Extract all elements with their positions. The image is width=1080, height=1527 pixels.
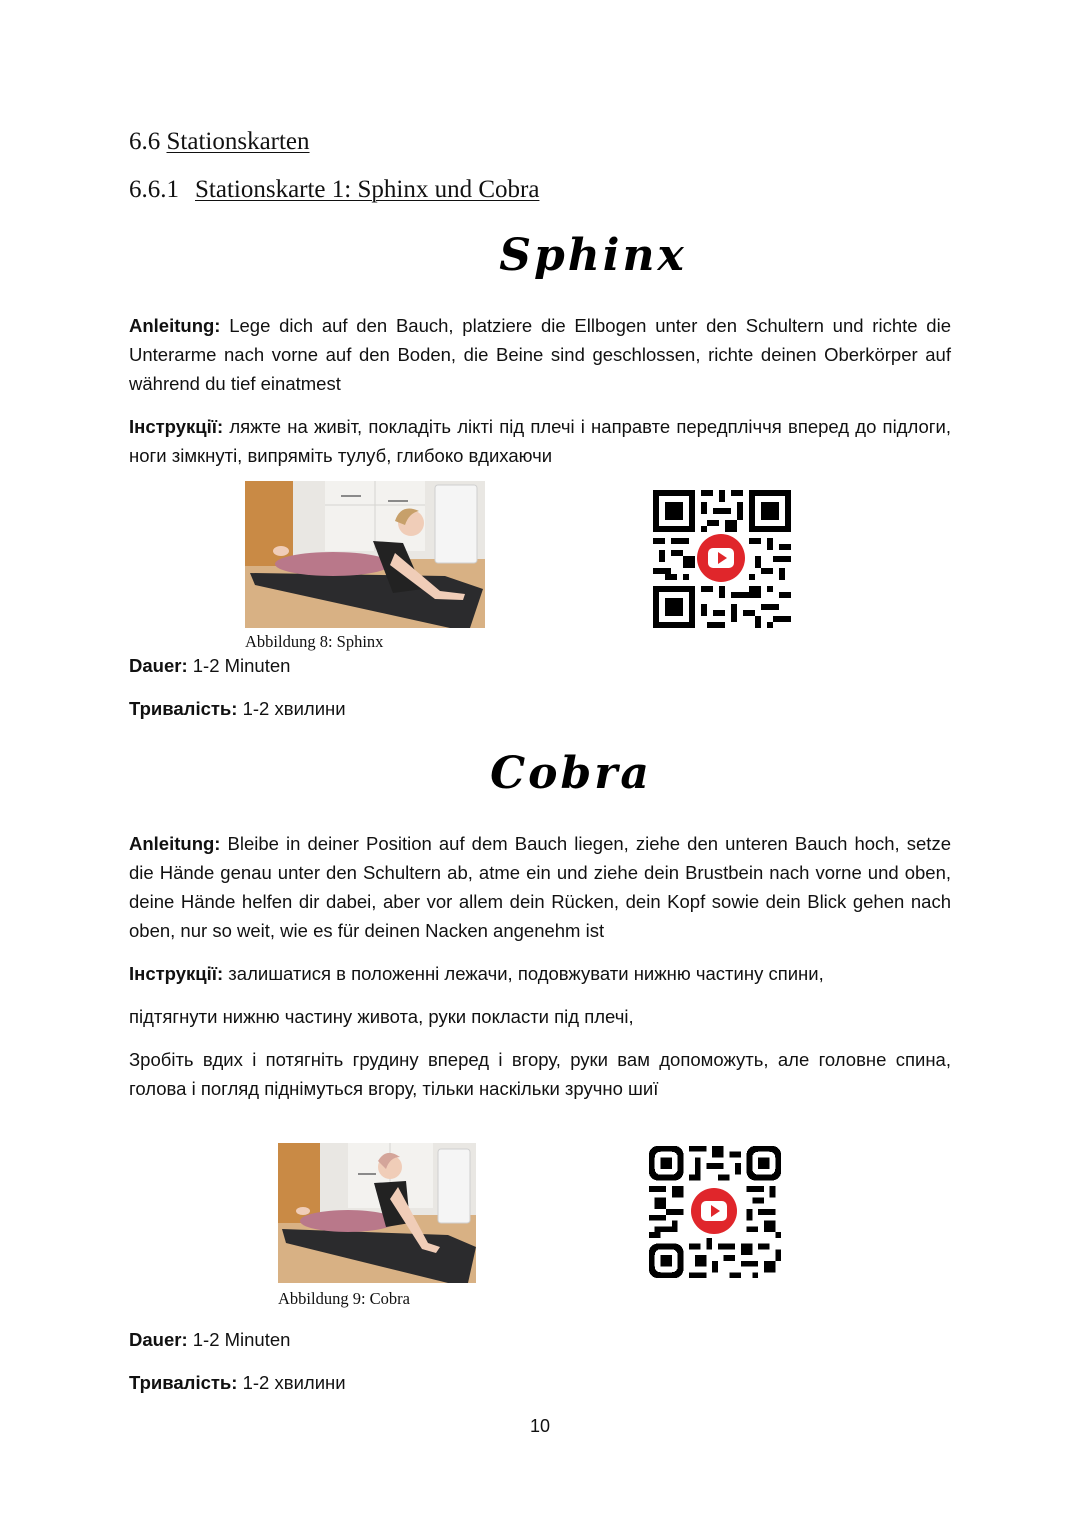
cobra-figure-caption: Abbildung 9: Cobra (278, 1289, 410, 1308)
cobra-duration-uk (129, 1372, 346, 1394)
duration-label-uk: Тривалість: (129, 698, 238, 719)
cobra-instructions-uk-line1 (129, 959, 951, 988)
page-number: 10 (529, 1416, 551, 1436)
cobra-photo (278, 1143, 476, 1283)
duration-label-de: Dauer: (129, 655, 188, 676)
cobra-instructions-de (129, 829, 951, 945)
instructions-label-de: Anleitung: (129, 315, 221, 336)
cobra-instructions-uk-line2: підтягнути нижню частину живота, руки покласти під плечі, (129, 1006, 634, 1027)
cobra-qr-code[interactable] (649, 1146, 781, 1278)
instructions-text-de: Lege dich auf den Bauch, platziere die Ellbogen unter den Schultern und richte die Unterarme nach vorne auf den Boden, die Beine sind geschlossen, richte deinen Oberkörper auf während du tief einatmest (129, 315, 951, 394)
instructions-label-uk: Інструкції: (129, 416, 224, 437)
sphinx-figure-caption: Abbildung 8: Sphinx (245, 632, 384, 651)
section-heading (129, 128, 310, 156)
subsection-heading (129, 176, 539, 204)
subsection-title: Stationskarte 1: Sphinx und Cobra (195, 176, 540, 203)
sphinx-instructions-de (129, 311, 951, 398)
youtube-play-icon (691, 1188, 737, 1234)
exercise-title-sphinx: Sphinx (499, 230, 687, 281)
section-number: 6.6 (129, 128, 161, 155)
sphinx-pose-illustration (245, 481, 485, 628)
duration-label-de: Dauer: (129, 1329, 188, 1350)
instructions-text-de: Bleibe in deiner Position auf dem Bauch liegen, ziehe den unteren Bauch hoch, setze die Hände genau unter den Schultern ab, atme ein und ziehe dein Brustbein nach vorne und oben, deine Hände helfen dir dabei, aber vor allem dein Rücken, dein Kopf sowie dein Blick gehen nach oben, nur so weit, wie es für deinen Nacken angenehm ist (129, 833, 951, 941)
sphinx-duration-de (129, 655, 290, 677)
subsection-number: 6.6.1 (129, 176, 179, 203)
cobra-pose-illustration (278, 1143, 476, 1283)
youtube-play-icon (697, 534, 745, 582)
duration-value-uk: 1-2 хвилини (237, 1372, 346, 1393)
instructions-text-uk: ляжте на живіт, покладіть лікті під плечі і направте передпліччя вперед до підлоги, ноги зімкнуті, випряміть тулуб, глибоко вдихаючи (129, 416, 951, 466)
cobra-instructions-uk-line3: Зробіть вдих і потягніть грудину вперед і вгору, руки вам допоможуть, але головне спина, голова і погляд піднімуться вгору, тільки наскільки зручно шиї (129, 1049, 951, 1099)
sphinx-qr-code[interactable] (653, 490, 791, 628)
sphinx-photo (245, 481, 485, 628)
duration-value-de: 1-2 Minuten (187, 1329, 291, 1350)
duration-value-de: 1-2 Minuten (187, 655, 291, 676)
cobra-duration-de (129, 1329, 290, 1351)
section-title: Stationskarten (166, 128, 310, 155)
sphinx-instructions-uk (129, 412, 951, 470)
instructions-text-uk: залишатися в положенні лежачи, подовжувати нижню частину спини, (223, 963, 824, 984)
sphinx-duration-uk (129, 698, 346, 720)
duration-label-uk: Тривалість: (129, 1372, 238, 1393)
duration-value-uk: 1-2 хвилини (237, 698, 346, 719)
instructions-label-uk: Інструкції: (129, 963, 224, 984)
exercise-title-cobra: Cobra (490, 748, 652, 799)
instructions-label-de: Anleitung: (129, 833, 221, 854)
